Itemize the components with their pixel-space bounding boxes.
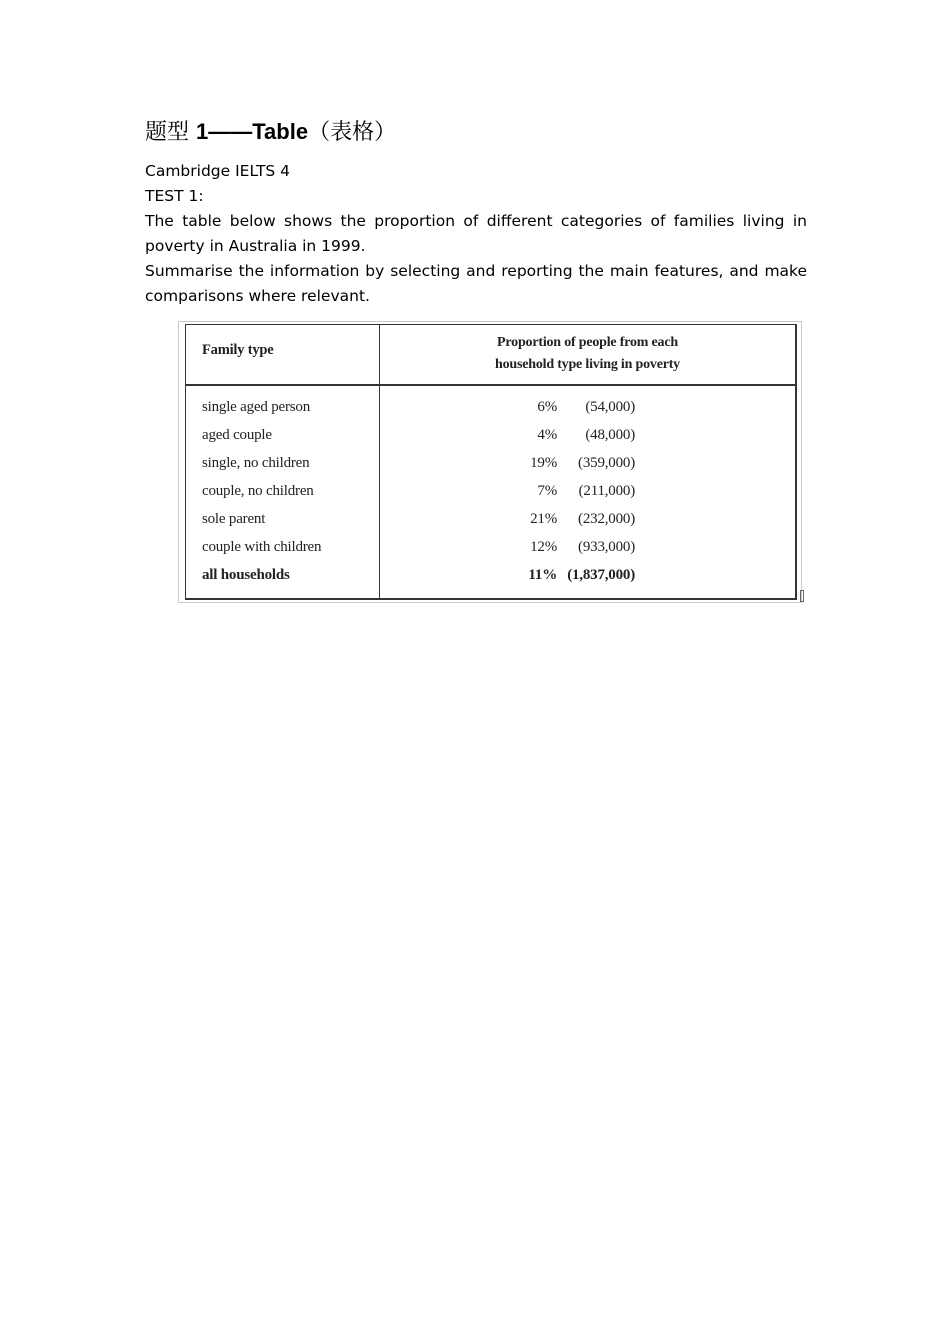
- table-row: [186, 506, 797, 534]
- heading-prefix: 题型: [145, 120, 196, 145]
- table-image-frame: [178, 321, 802, 603]
- section-heading: [145, 116, 807, 149]
- cell-count: (359,000): [578, 455, 635, 472]
- cell-family-type: aged couple: [186, 422, 380, 450]
- cell-proportion: [380, 385, 797, 422]
- header-proportion-line1: Proportion of people from each: [497, 335, 678, 351]
- cell-count: (54,000): [585, 399, 635, 416]
- cell-proportion: [380, 506, 797, 534]
- cell-family-type: couple with children: [186, 534, 380, 562]
- cell-percent: 11%: [528, 567, 557, 584]
- cell-family-type: couple, no children: [186, 478, 380, 506]
- table-header-row: [186, 325, 797, 385]
- cell-family-type: all households: [186, 562, 380, 599]
- table-row: [186, 562, 797, 599]
- header-proportion-line2: household type living in poverty: [495, 357, 680, 373]
- table-row: [186, 422, 797, 450]
- header-proportion: [380, 325, 797, 385]
- cell-percent: 12%: [530, 539, 557, 556]
- cell-family-type: single, no children: [186, 450, 380, 478]
- cell-family-type: single aged person: [186, 385, 380, 422]
- cell-proportion: [380, 450, 797, 478]
- cell-count: (933,000): [578, 539, 635, 556]
- cell-proportion: [380, 534, 797, 562]
- heading-bold: 1——Table: [196, 119, 309, 144]
- table-body: [186, 385, 797, 600]
- cell-count: (48,000): [585, 427, 635, 444]
- table-row: [186, 450, 797, 478]
- cell-percent: 6%: [537, 399, 557, 416]
- document-body: [145, 116, 807, 309]
- cell-proportion: [380, 478, 797, 506]
- cell-proportion: [380, 562, 797, 599]
- corner-marker: [800, 590, 804, 602]
- source-line: Cambridge IELTS 4: [145, 162, 291, 180]
- cell-percent: 7%: [537, 483, 557, 500]
- cell-percent: 21%: [530, 511, 557, 528]
- heading-suffix: （表格）: [308, 120, 397, 145]
- cell-count: (232,000): [578, 511, 635, 528]
- cell-count: (211,000): [578, 483, 635, 500]
- task-instruction: Summarise the information by selecting and reporting the main features, and make comparisons where relevant.: [145, 262, 807, 305]
- cell-percent: 4%: [537, 427, 557, 444]
- table-row: [186, 478, 797, 506]
- test-line: TEST 1:: [145, 187, 204, 205]
- task-description: The table below shows the proportion of different categories of families living in poverty in Australia in 1999.: [145, 212, 807, 255]
- poverty-table: [185, 324, 797, 600]
- cell-family-type: sole parent: [186, 506, 380, 534]
- table-row: [186, 385, 797, 422]
- cell-count: (1,837,000): [567, 567, 635, 584]
- table-row: [186, 534, 797, 562]
- header-family-type: Family type: [186, 325, 380, 385]
- cell-proportion: [380, 422, 797, 450]
- cell-percent: 19%: [530, 455, 557, 472]
